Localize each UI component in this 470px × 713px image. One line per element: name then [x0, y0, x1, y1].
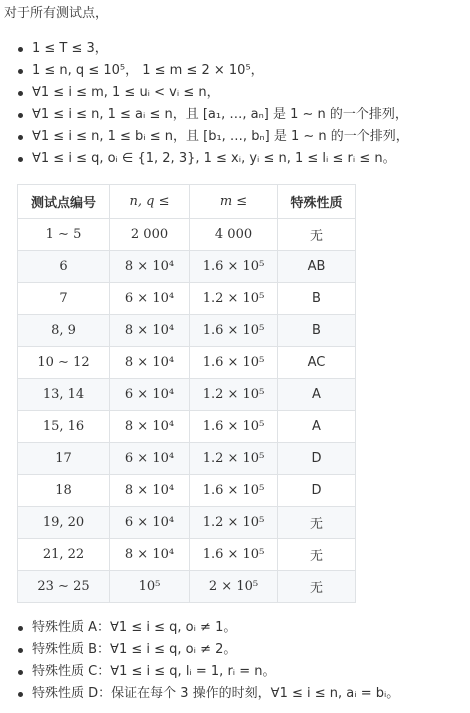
- cell-special-property: D: [278, 475, 356, 507]
- header-nq-limit: n, q ≤: [110, 185, 190, 219]
- cell-testcase-id: 8, 9: [18, 315, 110, 347]
- cell-m-limit: 1.6 × 10⁵: [190, 411, 278, 443]
- cell-nq-limit: 8 × 10⁴: [110, 315, 190, 347]
- table-row: [18, 347, 356, 379]
- cell-nq-limit: 8 × 10⁴: [110, 347, 190, 379]
- table-row: [18, 411, 356, 443]
- cell-m-limit: 1.6 × 10⁵: [190, 315, 278, 347]
- table-row: [18, 507, 356, 539]
- property-item: 特殊性质 C：∀1 ≤ i ≤ q, lᵢ = 1, rᵢ = n。: [4, 661, 470, 683]
- cell-nq-limit: 8 × 10⁴: [110, 411, 190, 443]
- property-item: 特殊性质 B：∀1 ≤ i ≤ q, oᵢ ≠ 2。: [4, 639, 470, 661]
- cell-m-limit: 1.6 × 10⁵: [190, 347, 278, 379]
- cell-m-limit: 1.6 × 10⁵: [190, 475, 278, 507]
- cell-testcase-id: 19, 20: [18, 507, 110, 539]
- cell-testcase-id: 7: [18, 283, 110, 315]
- cell-nq-limit: 6 × 10⁴: [110, 507, 190, 539]
- cell-special-property: AB: [278, 251, 356, 283]
- table-row: [18, 475, 356, 507]
- table-row: [18, 283, 356, 315]
- cell-special-property: 无: [278, 507, 356, 539]
- cell-m-limit: 4 000: [190, 219, 278, 251]
- cell-testcase-id: 15, 16: [18, 411, 110, 443]
- cell-nq-limit: 6 × 10⁴: [110, 283, 190, 315]
- cell-m-limit: 1.2 × 10⁵: [190, 507, 278, 539]
- property-item: 特殊性质 D：保证在每个 3 操作的时刻，∀1 ≤ i ≤ n, aᵢ = bᵢ。: [4, 683, 470, 705]
- subtask-table: [17, 184, 356, 603]
- header-m-limit: m ≤: [190, 185, 278, 219]
- cell-m-limit: 1.2 × 10⁵: [190, 379, 278, 411]
- cell-testcase-id: 17: [18, 443, 110, 475]
- cell-special-property: A: [278, 411, 356, 443]
- cell-m-limit: 1.2 × 10⁵: [190, 283, 278, 315]
- cell-nq-limit: 10⁵: [110, 571, 190, 603]
- cell-m-limit: 1.6 × 10⁵: [190, 539, 278, 571]
- cell-testcase-id: 1 ∼ 5: [18, 219, 110, 251]
- constraint-item: ∀1 ≤ i ≤ n, 1 ≤ aᵢ ≤ n，且 [a₁, …, aₙ] 是 1 ∼ n 的一个排列，: [4, 104, 470, 126]
- header-testcase-id: 测试点编号: [18, 185, 110, 219]
- cell-nq-limit: 8 × 10⁴: [110, 475, 190, 507]
- cell-m-limit: 2 × 10⁵: [190, 571, 278, 603]
- cell-special-property: 无: [278, 539, 356, 571]
- table-row: [18, 379, 356, 411]
- cell-m-limit: 1.6 × 10⁵: [190, 251, 278, 283]
- constraint-list: [4, 38, 470, 170]
- constraint-item: 1 ≤ T ≤ 3，: [4, 38, 470, 60]
- constraint-item: 1 ≤ n, q ≤ 10⁵， 1 ≤ m ≤ 2 × 10⁵，: [4, 60, 470, 82]
- header-special-property: 特殊性质: [278, 185, 356, 219]
- table-row: [18, 251, 356, 283]
- constraint-item: ∀1 ≤ i ≤ q, oᵢ ∈ {1, 2, 3}, 1 ≤ xᵢ, yᵢ ≤ n, 1 ≤ lᵢ ≤ rᵢ ≤ n。: [4, 148, 470, 170]
- cell-special-property: 无: [278, 571, 356, 603]
- table-row: [18, 315, 356, 347]
- table-row: [18, 219, 356, 251]
- intro-text: 对于所有测试点，: [4, 6, 109, 21]
- table-header-row: [18, 185, 356, 219]
- cell-testcase-id: 6: [18, 251, 110, 283]
- cell-nq-limit: 8 × 10⁴: [110, 539, 190, 571]
- cell-testcase-id: 13, 14: [18, 379, 110, 411]
- property-list: [4, 617, 470, 705]
- cell-nq-limit: 6 × 10⁴: [110, 379, 190, 411]
- cell-special-property: B: [278, 283, 356, 315]
- cell-special-property: B: [278, 315, 356, 347]
- cell-testcase-id: 21, 22: [18, 539, 110, 571]
- cell-nq-limit: 2 000: [110, 219, 190, 251]
- table-row: [18, 443, 356, 475]
- table-body: [18, 219, 356, 603]
- property-item: 特殊性质 A：∀1 ≤ i ≤ q, oᵢ ≠ 1。: [4, 617, 470, 639]
- cell-special-property: A: [278, 379, 356, 411]
- table-row: [18, 539, 356, 571]
- cell-testcase-id: 23 ∼ 25: [18, 571, 110, 603]
- cell-special-property: AC: [278, 347, 356, 379]
- constraint-item: ∀1 ≤ i ≤ n, 1 ≤ bᵢ ≤ n，且 [b₁, …, bₙ] 是 1 ∼ n 的一个排列，: [4, 126, 470, 148]
- constraint-item: ∀1 ≤ i ≤ m, 1 ≤ uᵢ < vᵢ ≤ n，: [4, 82, 470, 104]
- cell-nq-limit: 6 × 10⁴: [110, 443, 190, 475]
- cell-nq-limit: 8 × 10⁴: [110, 251, 190, 283]
- cell-testcase-id: 10 ∼ 12: [18, 347, 110, 379]
- cell-m-limit: 1.2 × 10⁵: [190, 443, 278, 475]
- cell-special-property: 无: [278, 219, 356, 251]
- table-row: [18, 571, 356, 603]
- cell-special-property: D: [278, 443, 356, 475]
- cell-testcase-id: 18: [18, 475, 110, 507]
